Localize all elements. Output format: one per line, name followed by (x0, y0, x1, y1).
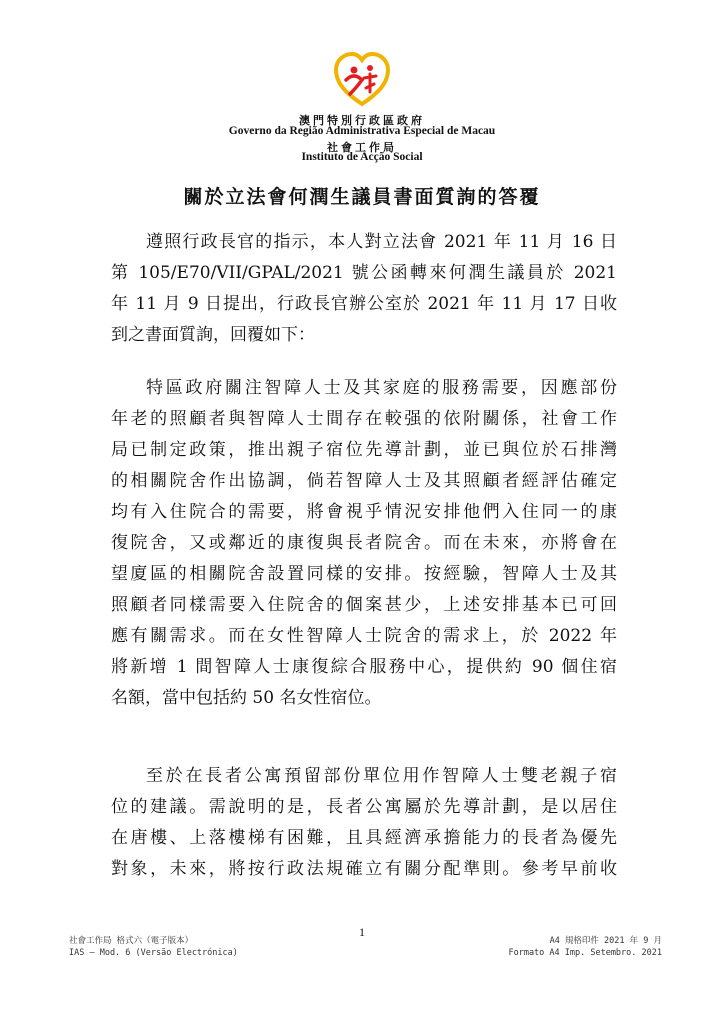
paragraph-3 (111, 761, 617, 885)
footer-form-zh: 社會工作局 格式六（電子版本） (69, 936, 194, 946)
paragraph-line: 局已制定政策，推出親子宿位先導計劃，並已與位於石排灣 (111, 440, 617, 460)
footer-right (508, 935, 662, 959)
paragraph-line: 望廈區的相關院舍設置同樣的安排。按經驗，智障人士及其 (111, 564, 617, 584)
paragraph-line: 名額，當中包括約 50 名女性宿位。 (111, 688, 382, 708)
paragraph-line: 照顧者同樣需要入住院舍的個案甚少，上述安排基本已可回 (111, 595, 617, 615)
header-ias-pt: Instituto de Acção Social (301, 151, 423, 163)
paragraph-line: 遵照行政長官的指示，本人對立法會 2021 年 11 月 16 日 (146, 232, 617, 252)
paragraph-line: 將新增 1 間智障人士康復綜合服務中心，提供約 90 個住宿 (111, 657, 617, 677)
footer-format-pt: Formato A4 Imp. Setembro. 2021 (508, 948, 662, 958)
ias-heart-logo-icon (332, 50, 392, 110)
header-gov-zh: 澳門特別行政區政府 (299, 114, 425, 127)
paragraph-line: 位的建議。需說明的是，長者公寓屬於先導計劃，是以居住 (111, 797, 617, 817)
paragraph-1 (111, 227, 617, 351)
paragraph-line: 年老的照顧者與智障人士間存在較强的依附關係，社會工作 (111, 409, 617, 429)
paragraph-line: 均有入住院合的需要，將會視乎情況安排他們入住同一的康 (111, 502, 617, 522)
footer-form-pt: IAS – Mod. 6 (Versão Electrónica) (69, 948, 238, 958)
footer-left (69, 935, 238, 959)
paragraph-line: 到之書面質詢，回覆如下： (111, 325, 315, 345)
paragraph-line: 年 11 月 9 日提出，行政長官辦公室於 2021 年 11 月 17 日收 (111, 294, 617, 314)
paragraph-line: 復院舍，又或鄰近的康復與長者院舍。而在未來，亦將會在 (111, 533, 617, 553)
paragraph-line: 特區政府關注智障人士及其家庭的服務需要，因應部份 (146, 378, 617, 398)
paragraph-2 (111, 373, 617, 714)
page-number: 1 (359, 925, 365, 939)
header-gov-pt: Governo da Região Administrativa Especial de Macau (228, 125, 496, 137)
document-title: 關於立法會何潤生議員書面質詢的答覆 (183, 186, 541, 208)
footer-format-zh: A4 規格印件 2021 年 9 月 (549, 936, 662, 946)
paragraph-line: 對象，未來，將按行政法規確立有關分配準則。參考早前收 (111, 859, 617, 879)
paragraph-line: 至於在長者公寓預留部份單位用作智障人士雙老親子宿 (146, 766, 617, 786)
paragraph-line: 第 105/E70/VII/GPAL/2021 號公函轉來何潤生議員於 2021 (111, 263, 617, 283)
paragraph-line: 在唐樓、上落樓梯有困難，且具經濟承擔能力的長者為優先 (111, 828, 617, 848)
paragraph-line: 應有關需求。而在女性智障人士院舍的需求上，於 2022 年 (111, 626, 617, 646)
paragraph-line: 的相關院舍作出協調，倘若智障人士及其照顧者經評估確定 (111, 471, 617, 491)
header-ias-zh: 社會工作局 (327, 141, 397, 154)
